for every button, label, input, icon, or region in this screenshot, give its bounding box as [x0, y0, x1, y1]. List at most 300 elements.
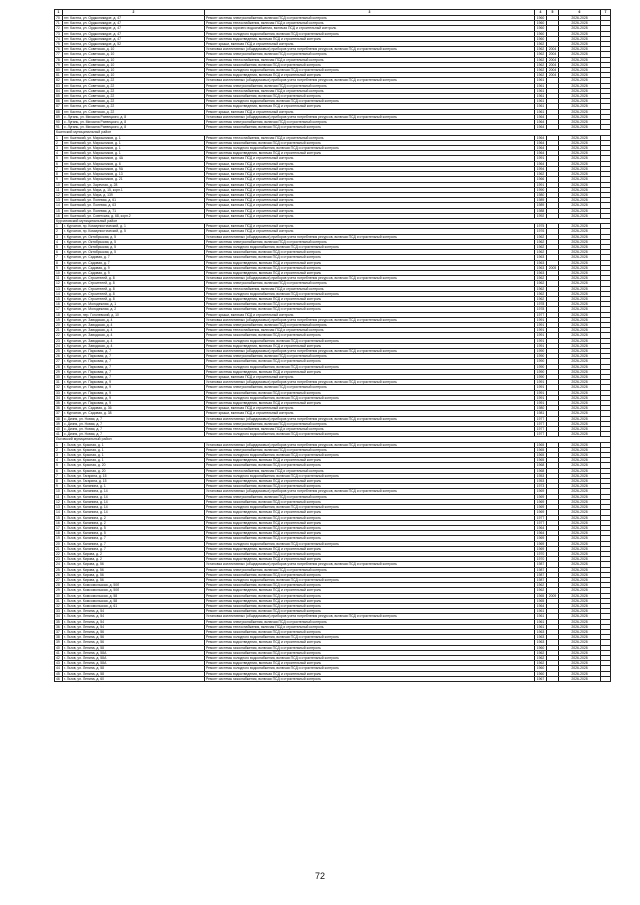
year-overhaul: 2004 [547, 52, 559, 57]
planned-period: 2026-2028 [559, 479, 601, 484]
planned-period: 2026-2028 [559, 666, 601, 671]
building-address: пгт. Кастна, ул. Орджоникидзе, д. 52 [63, 42, 205, 47]
work-type: Ремонт системы холодного водоснабжения, включая ПСД и строительный контроль [205, 453, 535, 458]
row-number: 35 [55, 401, 63, 406]
work-type: Ремонт системы электроснабжения, включая ПСД и строительный контроль [205, 385, 535, 390]
row-number: 25 [55, 349, 63, 354]
row-number: 13 [55, 505, 63, 510]
planned-period: 2026-2028 [559, 421, 601, 426]
building-address: г. Курчатов, ул. Октябрьская, д. 5 [63, 250, 205, 255]
planned-period: 2026-2028 [559, 593, 601, 598]
building-address: г. Льгов, ул. Калинина, д. 5 [63, 531, 205, 536]
building-address: г. Льгов, ул. Калинина, д. 7 [63, 536, 205, 541]
building-address: г. Льгов, ул. Красная, д. 1 [63, 453, 205, 458]
year-built: 1990 [535, 354, 547, 359]
work-type: Ремонт системы водоотведения, включая ПСД и строительный контроль [205, 296, 535, 301]
building-address: г. Льгов, ул. Ленина, д. 58 [63, 645, 205, 650]
building-address: пгт. Кшенский, ул. Полевая, д. 63 [63, 203, 205, 208]
planned-period: 2026-2028 [559, 224, 601, 229]
row-number: 70 [55, 16, 63, 21]
year-built: 1977 [535, 427, 547, 432]
building-address: г. Льгов, ул. Ленина, д. 54 [63, 614, 205, 619]
building-address: г. Курчатов, ул. Садовая, д. 9 [63, 270, 205, 275]
building-address: г. Курчатов, ул. Октябрьская, д. 5 [63, 244, 205, 249]
building-address: г. Курчатов, ул. Строителей, д. 8 [63, 291, 205, 296]
building-address: г. Льгов, ул. Красная, д. 20 [63, 463, 205, 468]
building-address: пгт. Кшенский, ул. Полевая, д. 71 [63, 208, 205, 213]
planned-period: 2026-2028 [559, 31, 601, 36]
row-number: 12 [55, 192, 63, 197]
planned-period: 2026-2028 [559, 427, 601, 432]
row-number: 1 [55, 135, 63, 140]
year-built: 1964 [535, 125, 547, 130]
year-built: 1962 [535, 73, 547, 78]
page-number: 72 [314, 871, 325, 881]
building-address: с. Дичня, ул. Новая, д. 7 [63, 416, 205, 421]
work-type: Ремонт системы холодного водоснабжения, включая ПСД и строительный контроль [205, 99, 535, 104]
work-type: Ремонт крыши, включая ПСД и строительный контроль [205, 172, 535, 177]
year-built: 1977 [535, 312, 547, 317]
row-number: 75 [55, 42, 63, 47]
planned-period: 2026-2028 [559, 229, 601, 234]
year-overhaul: 2005 [547, 265, 559, 270]
planned-period: 2026-2028 [559, 78, 601, 83]
building-address: г. Льгов, ул. Калинина, д. 14 [63, 489, 205, 494]
year-built: 1964 [535, 135, 547, 140]
work-type: Ремонт системы водоотведения, включая ПСД и строительный контроль [205, 598, 535, 603]
work-type: Ремонт системы водоотведения, включая ПСД и строительный контроль [205, 270, 535, 275]
year-built: 1991 [535, 328, 547, 333]
planned-period: 2026-2028 [559, 291, 601, 296]
planned-period: 2026-2028 [559, 453, 601, 458]
year-built: 1963 [535, 640, 547, 645]
work-type: Ремонт крыши, включая ПСД и строительный контроль [205, 182, 535, 187]
planned-period: 2026-2028 [559, 473, 601, 478]
row-number: 3 [55, 234, 63, 239]
row-number: 11 [55, 276, 63, 281]
row-number: 29 [55, 588, 63, 593]
building-address: пгт. Кшенский, ул. Мирошников, д. 21 [63, 177, 205, 182]
row-number: 15 [55, 208, 63, 213]
work-type: Ремонт крыши, включая ПСД и строительный контроль [205, 213, 535, 218]
row-number: 37 [55, 629, 63, 634]
planned-period: 2026-2028 [559, 57, 601, 62]
work-type: Ремонт системы газоснабжения, включая ПСД и строительный контроль [205, 572, 535, 577]
building-address: г. Льгов, ул. Ленина, д. 54 [63, 619, 205, 624]
work-type: Ремонт системы холодного водоснабжения, включая ПСД и строительный контроль [205, 635, 535, 640]
building-address: г. Льгов, ул. Ленина, д. 60 [63, 676, 205, 681]
building-address: пгт. Кастна, ул. Советская, д. 10 [63, 52, 205, 57]
building-address: г. Курчатов, ул. Октябрьская, д. 5 [63, 239, 205, 244]
building-address: г. Курчатов, ул. Садовая, д. 7 [63, 260, 205, 265]
work-type: Ремонт системы холодного водоснабжения, включая ПСД и строительный контроль [205, 655, 535, 660]
year-built: 1961 [535, 83, 547, 88]
year-built: 1976 [535, 229, 547, 234]
year-built: 1962 [535, 588, 547, 593]
year-built: 1961 [535, 109, 547, 114]
planned-period: 2026-2028 [559, 114, 601, 119]
year-built: 1987 [535, 562, 547, 567]
work-type: Ремонт системы электроснабжения, включая ПСД и строительный контроль [205, 52, 535, 57]
work-type: Ремонт крыши, включая ПСД и строительный контроль [205, 156, 535, 161]
row-number: 19 [55, 317, 63, 322]
work-type: Установка коллективных (общедомовых) приборов учета потребления ресурсов, включая ПСД и строительный контроль [205, 442, 535, 447]
work-type: Ремонт системы газоснабжения, включая ПСД и строительный контроль [205, 255, 535, 260]
row-number: 23 [55, 338, 63, 343]
planned-period: 2026-2028 [559, 557, 601, 562]
building-address: пгт. Кастна, ул. Советская, д. 22 [63, 99, 205, 104]
building-address: г. Льгов, ул. Ленина, д. 58А [63, 650, 205, 655]
work-type: Ремонт системы электроснабжения, включая ПСД и строительный контроль [205, 619, 535, 624]
work-type: Установка коллективных (общедомовых) приборов учета потребления ресурсов, включая ПСД и строительный контроль [205, 489, 535, 494]
row-number: 8 [55, 260, 63, 265]
building-address: г. Курчатов, ул. Строителей, д. 8 [63, 296, 205, 301]
work-type: Ремонт системы газоснабжения, включая ПСД и строительный контроль [205, 463, 535, 468]
work-type: Ремонт системы электроснабжения, включая ПСД и строительный контроль [205, 421, 535, 426]
work-type: Ремонт системы холодного водоснабжения, включая ПСД и строительный контроль [205, 541, 535, 546]
row-number: 90 [55, 120, 63, 125]
work-type: Ремонт системы водоотведения, включая ПСД и строительный контроль [205, 104, 535, 109]
building-address: пгт. Кастна, ул. Советская, д. 22 [63, 88, 205, 93]
year-built: 1990 [535, 187, 547, 192]
building-address: г. Курчатов, ул. Заводская, д. 4 [63, 343, 205, 348]
row-number: 34 [55, 395, 63, 400]
building-address: пгт. Кастна, ул. Орджоникидзе, д. 47 [63, 26, 205, 31]
column-header: 6 [559, 10, 601, 16]
work-type: Ремонт крыши, включая ПСД и строительный контроль [205, 177, 535, 182]
year-built: 1963 [535, 260, 547, 265]
row-number: 20 [55, 541, 63, 546]
row-number: 28 [55, 364, 63, 369]
work-type: Ремонт системы теплоснабжения, включая ПСД и строительный контроль [205, 135, 535, 140]
work-type: Ремонт системы электроснабжения, включая ПСД и строительный контроль [205, 16, 535, 21]
work-type: Ремонт системы холодного водоснабжения, включая ПСД и строительный контроль [205, 432, 535, 437]
year-built: 1991 [535, 317, 547, 322]
year-built: 1962 [535, 57, 547, 62]
planned-period: 2026-2028 [559, 489, 601, 494]
work-type: Ремонт крыши, включая ПСД и строительный контроль [205, 406, 535, 411]
work-type: Установка коллективных (общедомовых) приборов учета потребления ресурсов, включая ПСД и строительный контроль [205, 562, 535, 567]
planned-period: 2026-2028 [559, 125, 601, 130]
planned-period: 2026-2028 [559, 104, 601, 109]
planned-period: 2026-2028 [559, 401, 601, 406]
building-address: пгт. Кастна, ул. Советская, д. 22 [63, 83, 205, 88]
row-number: 39 [55, 421, 63, 426]
year-built: 1962 [535, 583, 547, 588]
year-built: 1987 [535, 572, 547, 577]
work-type: Ремонт крыши, включая ПСД и строительный контроль [205, 187, 535, 192]
row-number: 9 [55, 265, 63, 270]
year-built: 1969 [535, 510, 547, 515]
planned-period: 2026-2028 [559, 531, 601, 536]
work-type: Ремонт системы газоснабжения, включая ПСД и строительный контроль [205, 593, 535, 598]
row-number: 11 [55, 494, 63, 499]
row-number: 73 [55, 31, 63, 36]
building-address: г. Льгов, ул. Кирова, д. 56 [63, 572, 205, 577]
work-type: Ремонт системы холодного водоснабжения, включая ПСД и строительный контроль [205, 666, 535, 671]
row-number: 23 [55, 557, 63, 562]
building-address: пгт. Кастна, ул. Орджоникидзе, д. 47 [63, 21, 205, 26]
planned-period: 2026-2028 [559, 629, 601, 634]
planned-period: 2026-2028 [559, 406, 601, 411]
year-built: 1962 [535, 47, 547, 52]
work-type: Ремонт системы водоотведения, включая ПСД и строительный контроль [205, 510, 535, 515]
row-number: 33 [55, 609, 63, 614]
year-built: 1994 [535, 166, 547, 171]
planned-period: 2026-2028 [559, 286, 601, 291]
work-type: Ремонт системы холодного водоснабжения, включая ПСД и строительный контроль [205, 146, 535, 151]
year-built: 1991 [535, 182, 547, 187]
building-address: с. Лугань, ул. Михаила Раевецкого, д. 8 [63, 125, 205, 130]
planned-period: 2026-2028 [559, 312, 601, 317]
planned-period: 2026-2028 [559, 390, 601, 395]
row-number: 15 [55, 296, 63, 301]
planned-period: 2026-2028 [559, 603, 601, 608]
year-overhaul: 2009 [547, 593, 559, 598]
work-type: Установка коллективных (общедомовых) приборов учета потребления ресурсов, включая ПСД и строительный контроль [205, 349, 535, 354]
planned-period: 2026-2028 [559, 73, 601, 78]
building-address: пгт. Кшенский, ул. Мира, д. 15, корп.1 [63, 187, 205, 192]
year-built: 1965 [535, 453, 547, 458]
work-type: Установка коллективных (общедомовых) приборов учета потребления ресурсов, включая ПСД и строительный контроль [205, 317, 535, 322]
year-built: 1987 [535, 577, 547, 582]
building-address: пгт. Кшенский, ул. Мира, д. 139 [63, 192, 205, 197]
building-address: г. Льгов, ул. Ленина, д. 58А [63, 655, 205, 660]
planned-period: 2026-2028 [559, 661, 601, 666]
planned-period: 2026-2028 [559, 541, 601, 546]
planned-period: 2026-2028 [559, 270, 601, 275]
building-address: г. Льгов, ул. Кирова, д. 56 [63, 577, 205, 582]
year-overhaul: 2004 [547, 47, 559, 52]
work-type: Ремонт системы газоснабжения, включая ПСД и строительный контроль [205, 525, 535, 530]
year-built: 1969 [535, 546, 547, 551]
year-built: 1991 [535, 322, 547, 327]
building-address: г. Курчатов, ул. Октябрьская, д. 5 [63, 234, 205, 239]
year-built: 1990 [535, 349, 547, 354]
building-address: г. Курчатов, ул. Садовая, д. 7 [63, 255, 205, 260]
row-number: 14 [55, 203, 63, 208]
building-address: пгт. Кшенский, ул. Мирошников, д. 1 [63, 146, 205, 151]
planned-period: 2026-2028 [559, 47, 601, 52]
work-type: Ремонт системы газоснабжения, включая ПСД и строительный контроль [205, 650, 535, 655]
row-number: 41 [55, 432, 63, 437]
row-number: 36 [55, 406, 63, 411]
work-type: Ремонт системы водоотведения, включая ПСД и строительный контроль [205, 369, 535, 374]
year-built: 1969 [535, 536, 547, 541]
work-type: Ремонт системы газоснабжения, включая ПСД и строительный контроль [205, 645, 535, 650]
building-address: г. Льгов, ул. Комсомольская, д. 50б [63, 583, 205, 588]
building-address: пгт. Кастна, ул. Орджоникидзе, д. 47 [63, 31, 205, 36]
building-address: с. Дичня, ул. Новая, д. 7 [63, 427, 205, 432]
year-built: 1973 [535, 484, 547, 489]
year-built: 1961 [535, 619, 547, 624]
work-type: Ремонт крыши, включая ПСД и строительный контроль [205, 166, 535, 171]
planned-period: 2026-2028 [559, 161, 601, 166]
building-address: г. Льгов, ул. Ленина, д. 58 [63, 671, 205, 676]
planned-period: 2026-2028 [559, 640, 601, 645]
planned-period: 2026-2028 [559, 411, 601, 416]
building-address: г. Льгов, ул. Комсомольская, д. 58 [63, 598, 205, 603]
planned-period: 2026-2028 [559, 146, 601, 151]
year-built: 1966 [535, 177, 547, 182]
work-type: Ремонт крыши, включая ПСД и строительный контроль [205, 312, 535, 317]
work-type: Ремонт системы газоснабжения, включая ПСД и строительный контроль [205, 499, 535, 504]
work-type: Ремонт крыши, включая ПСД и строительный контроль [205, 224, 535, 229]
row-number: 26 [55, 572, 63, 577]
work-type: Ремонт системы водоотведения, включая ПСД и строительный контроль [205, 260, 535, 265]
row-number: 25 [55, 567, 63, 572]
building-address: г. Курчатов, ул. Молодежная, д. 2 [63, 307, 205, 312]
year-built: 1965 [535, 598, 547, 603]
column-header: 3 [205, 10, 535, 16]
planned-period: 2026-2028 [559, 609, 601, 614]
planned-period: 2026-2028 [559, 447, 601, 452]
planned-period: 2026-2028 [559, 645, 601, 650]
planned-period: 2026-2028 [559, 551, 601, 556]
column-header: 1 [55, 10, 63, 16]
year-built: 1965 [535, 442, 547, 447]
work-type: Ремонт системы газоснабжения, включая ПСД и строительный контроль [205, 484, 535, 489]
year-built: 1960 [535, 36, 547, 41]
row-number: 16 [55, 302, 63, 307]
work-type: Ремонт системы водоотведения, включая ПСД и строительный контроль [205, 479, 535, 484]
planned-period: 2026-2028 [559, 187, 601, 192]
row-number: 38 [55, 416, 63, 421]
planned-period: 2026-2028 [559, 83, 601, 88]
work-type: Ремонт системы водоотведения, включая ПСД и строительный контроль [205, 151, 535, 156]
work-type: Ремонт системы водоотведения, включая ПСД и строительный контроль [205, 671, 535, 676]
building-address: пгт. Кшенский, ул. Полевая, д. 61 [63, 198, 205, 203]
row-number: 20 [55, 322, 63, 327]
planned-period: 2026-2028 [559, 36, 601, 41]
row-number: 2 [55, 140, 63, 145]
row-number: 22 [55, 333, 63, 338]
year-built: 1962 [535, 172, 547, 177]
planned-period: 2026-2028 [559, 213, 601, 218]
planned-period: 2026-2028 [559, 676, 601, 681]
year-built: 1962 [535, 655, 547, 660]
work-type: Ремонт системы газоснабжения, включая ПСД и строительный контроль [205, 629, 535, 634]
year-built: 1961 [535, 94, 547, 99]
work-type: Ремонт системы теплоснабжения, включая ПСД и строительный контроль [205, 427, 535, 432]
planned-period: 2026-2028 [559, 276, 601, 281]
planned-period: 2026-2028 [559, 239, 601, 244]
building-address: г. Курчатов, ул. Заводская, д. 4 [63, 333, 205, 338]
year-built: 1991 [535, 390, 547, 395]
building-address: г. Льгов, ул. Калинина, д. 7 [63, 541, 205, 546]
planned-period: 2026-2028 [559, 281, 601, 286]
building-address: г. Льгов, ул. Комсомольская, д. 50б [63, 588, 205, 593]
work-type: Ремонт системы газоснабжения, включая ПСД и строительный контроль [205, 583, 535, 588]
row-number: 13 [55, 286, 63, 291]
planned-period: 2026-2028 [559, 385, 601, 390]
year-built: 1964 [535, 120, 547, 125]
year-built: 1990 [535, 369, 547, 374]
year-built: 1977 [535, 520, 547, 525]
row-number: 91 [55, 125, 63, 130]
document-table-area [54, 9, 610, 682]
planned-period: 2026-2028 [559, 109, 601, 114]
building-address: г. Льгов, ул. Ленина, д. 54 [63, 624, 205, 629]
row-number: 4 [55, 239, 63, 244]
year-built: 1987 [535, 567, 547, 572]
building-address: пгт. Кшенский, ул. Мирошников, д. 9А [63, 166, 205, 171]
planned-period: 2026-2028 [559, 182, 601, 187]
year-built: 1963 [535, 255, 547, 260]
year-built: 1977 [535, 416, 547, 421]
planned-period: 2026-2028 [559, 416, 601, 421]
planned-period: 2026-2028 [559, 26, 601, 31]
planned-period: 2026-2028 [559, 94, 601, 99]
planned-period: 2026-2028 [559, 598, 601, 603]
row-number: 71 [55, 21, 63, 26]
row-number: 32 [55, 603, 63, 608]
work-type: Ремонт системы электроснабжения, включая ПСД и строительный контроль [205, 322, 535, 327]
year-built: 1975 [535, 224, 547, 229]
building-address: г. Льгов, ул. Красная, д. 20 [63, 468, 205, 473]
year-built: 1962 [535, 286, 547, 291]
planned-period: 2026-2028 [559, 260, 601, 265]
row-number: 18 [55, 312, 63, 317]
building-address: г. Курчатов, ул. Парковая, д. 7 [63, 359, 205, 364]
building-address: пгт. Кастна, ул. Орджоникидзе, д. 47 [63, 36, 205, 41]
row-number: 31 [55, 598, 63, 603]
work-type: Ремонт системы теплоснабжения, включая ПСД и строительный контроль [205, 624, 535, 629]
work-type: Ремонт системы водоотведения, включая ПСД и строительный контроль [205, 401, 535, 406]
work-type: Ремонт системы водоотведения, включая ПСД и строительный контроль [205, 557, 535, 562]
building-address: г. Курчатов, ул. Парковая, д. 7 [63, 354, 205, 359]
work-type: Ремонт системы водоотведения, включая ПСД и строительный контроль [205, 73, 535, 78]
year-built: 1968 [535, 463, 547, 468]
row-number: 40 [55, 427, 63, 432]
row-number: 6 [55, 468, 63, 473]
year-built: 1961 [535, 104, 547, 109]
building-address: г. Курчатов, ул. Молодежная, д. 1 [63, 302, 205, 307]
year-built: 1962 [535, 250, 547, 255]
work-type: Ремонт системы электроснабжения, включая ПСД и строительный контроль [205, 239, 535, 244]
year-built: 1970 [535, 551, 547, 556]
row-number: 5 [55, 244, 63, 249]
row-number: 10 [55, 489, 63, 494]
planned-period: 2026-2028 [559, 520, 601, 525]
building-address: пгт. Кастна, ул. Советская, д. 10 [63, 73, 205, 78]
year-built: 1969 [535, 505, 547, 510]
column-header: 4 [535, 10, 547, 16]
year-built: 1963 [535, 270, 547, 275]
work-type: Ремонт системы газоснабжения, включая ПСД и строительный контроль [205, 265, 535, 270]
building-address: г. Льгов, ул. Кирова, д. 56 [63, 562, 205, 567]
year-built: 1988 [535, 208, 547, 213]
work-type: Ремонт системы газоснабжения, включая ПСД и строительный контроль [205, 359, 535, 364]
row-number: 41 [55, 650, 63, 655]
year-built: 1962 [535, 291, 547, 296]
row-number: 76 [55, 47, 63, 52]
work-type: Ремонт системы газоснабжения, включая ПСД и строительный контроль [205, 603, 535, 608]
building-address: пгт. Кшенский, ул. Мирошников, д. 13 [63, 172, 205, 177]
work-type: Ремонт системы горячего водоснабжения, включая ПСД и строительный контроль [205, 26, 535, 31]
building-address: г. Курчатов, пер. Гоголевский, д. 10 [63, 312, 205, 317]
year-built: 1989 [535, 198, 547, 203]
planned-period: 2026-2028 [559, 463, 601, 468]
row-number: 85 [55, 94, 63, 99]
row-number: 37 [55, 411, 63, 416]
year-built: 1962 [535, 650, 547, 655]
row-number: 21 [55, 328, 63, 333]
row-number: 16 [55, 520, 63, 525]
row-number: 8 [55, 172, 63, 177]
row-number: 40 [55, 645, 63, 650]
work-type: Ремонт системы газоснабжения, включая ПСД и строительный контроль [205, 302, 535, 307]
